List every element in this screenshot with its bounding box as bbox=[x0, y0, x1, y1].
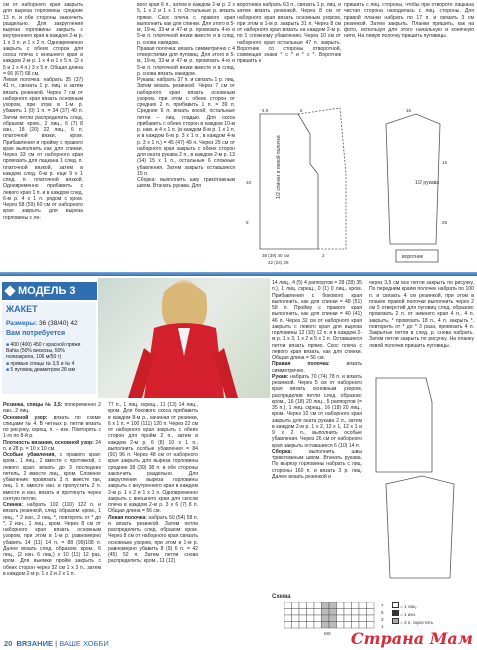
dim-5: 22 (24) 26 bbox=[268, 260, 289, 265]
bottom-col3-para: Рукав: набрать 70 (74) 78 п. и вязать резинкой. Через 5 см от наборного края вязать основным узором, распределив петли след. образом: кром., 16 (18) 20 лиц., 5 раппортов (= 35 п.), 1 лиц. скрещ., 16 (18) 20 лиц., кром. Через 10 см от наборного края закрыть для оката рукава 2 п., затем в каждом 2-м р. 1 х 2, 12 х 1, 12 х 1 и 9 х 2 п., выполнить особые убавления. Через 26 см от наборного края закрыть оставшиеся 6 (10) 14 п. bbox=[272, 373, 362, 449]
bottom-col4-para: через 3,5 см все петли закрыть по рисунку. По передним краям полочек набрать по 100 п. и связать 4 см резинкой, при этом в планке правой полочки выполнить через 2 см 5 отверстий для пуговиц след. образом: провязать 2 п. от нижнего края 4 п., 4 п. закрыть, * провязать 18 п., 4 п. закрыть *, повторить от * до * 3 раза, провязать 4 п. Закрытые петли в след. р. снова набрать. Затем петли закрыть по рисунку. На планку левой полочки пришить пуговицы. bbox=[369, 280, 474, 349]
top-col1-para-2: Левая полочка: набрать 35 (37) 41 п., связать 1 р. лиц. и затем вязать резинкой. Через 7 см от наборного края вязать основным узором, при этом в 1-м р. убавить 1 (0) 1 п. = 34 (37) 40 п. Затем петли распределить след. образом: кром., 2 лиц., 6 (7) 8 изн., 18 (20) 22 лиц., 6 п. платочной вязки, кром. Прибавления и пройму с правого края выполнить как для спинки. Через 33 см от наборного края провязать для лацкана 1 след. п. платочной вязкой, затем в каждом след. 6-м р. еще 9 х 1 след. п. платочной вязкой. Одновременно прибавить с левого края 1 п. и в каждом след. 6-м р. 4 х 1 п. рядом с кром. Через 58 (59) 60 см от наборного края закрыть для выреза горловины с ле- bbox=[3, 77, 83, 221]
top-col3-para-1: воротника набрать 63 п., связать 1 р. лиц. и затем вязать резинкой. Через 8 см от наборного края вязать основным узором, при этом в 1-м р. закрыть 31 п. Через 8 см от наборного края вязать на каждом 2-м р. по 1 сложному убавлению. Через 10 см от наборного края остальные 47 п. закрыть. Воротник со стороны отворотной, совмещая знаки * с * и * с *. Воротник пришить к bbox=[237, 2, 341, 65]
materials-list bbox=[6, 342, 94, 373]
chart-row-number: 3 bbox=[381, 617, 384, 622]
top-col2-para-1: вого края 6 п., затем в каждом 2-м р. 2 х 5, 1 х 2 и 1 х 1 п. Остальные р. вязать прямо. Скос плеча с правого края выполнить как для спинки. Для этого в 5-м, 19-м, 33-м и 47-м р. провязать 4-ю и 5-ю п. платочной вязки вместе и в след. р. снова накидом. bbox=[137, 2, 235, 46]
bottom-col2-para: Левая полочка: набрать 50 (54) 58 п. и вязать резинкой. Затем петли распределить след. образом: кром. Через 8 см от наборного края связать основным узором, при этом в 1-м р. равномерно убавить 8 (9) 6 п. = 42 (45) 52 п. Затем петли снова распределить: кром., 11 (12) bbox=[108, 514, 198, 565]
bottom-column-3 bbox=[272, 280, 362, 592]
top-col4-para-1: пришить с лиц. стороны, чтобы при отвороте лацкана чистая сторона находилась с лиц. стороны. Для правой планки набрать по 17 п. и связать 3 см резинкой. Затем закрыть. Планки пришить, как на фото, используя для этого начальную и конечную нити. На левую полочку пришить пуговицы. bbox=[344, 2, 474, 40]
chart-row-number: 5 bbox=[381, 610, 384, 615]
dim-6: 33 bbox=[246, 180, 252, 185]
chart-cell bbox=[337, 602, 345, 609]
chart-legend bbox=[392, 602, 433, 626]
bottom-col1-para: Резинка, спицы № 3,5: попеременно 2 изн., 2 лиц. bbox=[3, 402, 101, 415]
model-info-panel bbox=[2, 302, 96, 394]
dim-1: 4,5 bbox=[262, 108, 269, 113]
back-label: 1/2 спинки и левой полочки bbox=[276, 135, 282, 199]
bottom-column-4 bbox=[369, 280, 474, 370]
bottom-col2-para: 77 п., 1 лиц. скрещ., 11 (13) 14 лиц., кром. Для бокового скоса прибавить в каждом 8-м р., начиная от резинки, 6 х 1 п. = 100 (111) 120 п. Через 22 см от наборного края закрыть с обеих сторон для пройм 2 п., затем в каждом 2-м р. 6 (8) 10 х 1 п., выполнить особые убавления = 84 (91) 96 п. Через 48 см от наборного края закрыть для выреза горловины средние 38 (39) 38 п. и обе стороны закончить раздельно. Для закругления выреза горловины закрыть с внутреннего края в каждом 2-м р. 1 х 2 и 1 х 1 п. Одновременно закрыть с внешнего края для скосов плеча в каждом 2-м р. 3 х 6 (7) 8 п. Общая длина = 56 см. bbox=[108, 402, 198, 515]
top-col2-para-4: Сборка: выполнить шву трикотажным швом. Втачать рукава. Для bbox=[137, 177, 235, 190]
pattern-schematic-top bbox=[240, 104, 474, 270]
bottom-col1-para: Спинка: набрать 102 (110) 122 п. и вязать резинкой, след. образом: кром., 1 лиц., * 2 изн., 2 лиц. *, повторять от * до *, 2 изн., 1 лиц., кром. Через 8 см от наборного края вязать основным узором, при этом в 1-м р. равномерно убавить 14 (11) 14 п. = 88 (99)108 п. Далее вязать след. образом: кром., 6 лиц., (2 изн. 6 лиц.) х 10 (11) 12 раз, кром. Для выемки пройм закрыть с обеих сторон через 32 см 1 х 3 п., затем в каждом 2-м р. 1 х 2 и 2 х 1 п. bbox=[3, 502, 101, 577]
bottom-column-1 bbox=[3, 402, 101, 636]
chart-row-number: 7 bbox=[381, 603, 384, 608]
footer-separator: | bbox=[55, 639, 58, 648]
chart-cell bbox=[299, 609, 307, 616]
bottom-col1-para: Основной узор: вязать по схеме спицами № 4. В четных р. петли вязать по рисунку, скрещ. п. – изн. Повторять с 1-го по 8-й р. bbox=[3, 414, 101, 440]
chart-cell bbox=[314, 615, 322, 622]
bottom-column-2 bbox=[108, 402, 198, 636]
bottom-col3-para: Правая полочка: вязать симметрично. bbox=[272, 361, 362, 374]
chart-cell bbox=[314, 609, 322, 616]
chart-cell bbox=[314, 602, 322, 609]
dim-3: 38 (39) 40 см bbox=[262, 253, 290, 258]
dim-9: 15 bbox=[442, 160, 448, 165]
chart-cell bbox=[329, 602, 337, 609]
material-item: ■ 400 (400) 450 г красной пряжи Bahia (50% вискозы, 50% полиакрила, 106 м/50 г) bbox=[6, 342, 81, 361]
magazine-tagline: ВАШЕ ХОББИ bbox=[59, 639, 109, 648]
chart-cell bbox=[284, 609, 292, 616]
legend-item: = 1 изн. bbox=[392, 610, 433, 618]
dim-4: 2 bbox=[322, 253, 325, 258]
chart-cell bbox=[367, 609, 375, 616]
chart-cell bbox=[359, 622, 367, 629]
legend-item: = 2 п. скрестить bbox=[392, 618, 433, 626]
chart-cell bbox=[352, 622, 360, 629]
top-column-3 bbox=[237, 2, 341, 102]
chart-cell bbox=[329, 622, 337, 629]
chart-cell bbox=[352, 602, 360, 609]
chart-cell bbox=[352, 609, 360, 616]
chart-cell bbox=[367, 615, 375, 622]
top-column-4 bbox=[344, 2, 474, 102]
dim-2: 6 bbox=[300, 108, 303, 113]
model-photo bbox=[98, 278, 270, 398]
chart-cell bbox=[284, 602, 292, 609]
pattern-schematic-bottom bbox=[366, 372, 476, 584]
back-outline bbox=[260, 114, 318, 249]
chart-cell bbox=[292, 609, 300, 616]
top-column-2 bbox=[137, 2, 235, 270]
front-outline bbox=[298, 108, 346, 249]
collar-label: воротник bbox=[402, 254, 423, 260]
chart-cell bbox=[344, 609, 352, 616]
chart-cell bbox=[322, 602, 330, 609]
chart-cell bbox=[284, 615, 292, 622]
sleeve-label: 1/2 рукава bbox=[415, 180, 440, 186]
dim-8: 16 bbox=[406, 108, 412, 113]
sleeve-outline-bottom bbox=[386, 476, 454, 578]
chart-cell bbox=[337, 615, 345, 622]
chart-cell bbox=[307, 602, 315, 609]
chart-cell bbox=[344, 615, 352, 622]
chart-cell bbox=[299, 615, 307, 622]
chart-cell bbox=[337, 622, 345, 629]
section-divider bbox=[0, 272, 477, 276]
page-number: 20 bbox=[4, 639, 13, 648]
sizes-label: Размеры: bbox=[6, 320, 38, 327]
stitch-chart-grid bbox=[284, 602, 374, 628]
chart-cell bbox=[284, 622, 292, 629]
dim-10: 25 bbox=[442, 220, 448, 225]
top-col2-para-2: Правая полочка: вязать симметрично с 4 отверстиями для пуговиц. Для этого в 5-м, 19-м, 33-м и 47-м р. провязать 4-ю и 5-ю п. платочной вязки вместе и в след. р. снова вязать накидом. bbox=[137, 45, 235, 77]
chart-cell bbox=[329, 615, 337, 622]
chart-cell bbox=[307, 615, 315, 622]
top-col2-para-3: Рукава: набрать 37 п. и связать 1 р. лиц. Затем вязать резинкой. Через 7 см от наборного края вязать основным узором, при этом с обеих сторон от средних 2 п. прибавить 1 п. = 39 п. Средние 6 п. вязать косой, остальные петли – лиц. гладью. Для скоса прибавить с обеих сторон в каждом 10-м р. нам. и 4 х 1 п. (в каждом 8-м р. 1 х 1 п. и в каждом 6-м р. 3 х 1 п., в каждом 4-м р. 3 х 1 п.) = 45 (47) 49 п. Через 29 см от наборного края закрыть с обеих сторон для оката рукава 2 п., в каждом 2-м р. 13 (14) 15 х 1 п., остальные 6 сложные убавления. Затем закрыть оставшиеся 15 п. bbox=[137, 77, 235, 177]
chart-row-numbers bbox=[381, 602, 384, 630]
material-item: ■ прямые спицы № 3,5 и № 4 bbox=[6, 360, 75, 367]
chart-cell bbox=[322, 609, 330, 616]
chart-cell bbox=[292, 622, 300, 629]
chart-cell bbox=[344, 602, 352, 609]
sizes-line bbox=[6, 320, 78, 327]
garment-name: ЖАКЕТ bbox=[6, 304, 38, 314]
model-photo-illustration bbox=[98, 278, 270, 398]
chart-cell bbox=[367, 602, 375, 609]
site-watermark: Страна Мам bbox=[350, 629, 473, 648]
bottom-col1-para: Особые убавления, с правого края: кром., 1 лиц., 2 вместе с протяжкой, с левого края: вязать до 3 последних петель, 2 вместе лиц., кром. Сложное убавление: провязать 3 п. вместе так, лиц. 1 п. вместе изн. и пропустить 2 п. вместе и изн. вязать и протянуть через снятую петлю. bbox=[3, 452, 101, 502]
bottom-col3-para: Сборка: выполнить швы трикотажным швом. Втачать рукава. По вырезу горловины набрать с лиц. стороны 160 п. и вязать 3 р. лиц. Далее вязать резинкой и bbox=[272, 448, 362, 480]
chart-cell bbox=[292, 615, 300, 622]
magazine-name: ВЯЗАНИЕ bbox=[16, 639, 53, 648]
materials-title: Вам потребуется bbox=[6, 330, 66, 337]
sleeve-outline bbox=[386, 114, 440, 244]
chart-row-number: 1 bbox=[381, 624, 384, 629]
chart-cell bbox=[329, 609, 337, 616]
chart-cell bbox=[292, 602, 300, 609]
chart-cell bbox=[352, 615, 360, 622]
chart-cell bbox=[337, 609, 345, 616]
chart-cell bbox=[307, 609, 315, 616]
chart-cell bbox=[322, 622, 330, 629]
bottom-col1-para: Плотность вязания, основной узор: 24 п. и 28 р. = 10 х 10 см. bbox=[3, 439, 101, 452]
legend-item: = 1 лиц. bbox=[392, 602, 433, 610]
chart-cell bbox=[359, 615, 367, 622]
chart-cell bbox=[314, 622, 322, 629]
chart-cell bbox=[359, 609, 367, 616]
model-title-band: МОДЕЛЬ 3 bbox=[2, 282, 97, 300]
chart-cell bbox=[367, 622, 375, 629]
chart-title: Схема bbox=[272, 594, 291, 600]
dim-7: 9 bbox=[246, 220, 249, 225]
sizes-value: 36 (38/40) 42 bbox=[38, 320, 78, 327]
chart-cell bbox=[299, 622, 307, 629]
body-outline bbox=[376, 378, 432, 472]
chart-cell bbox=[322, 615, 330, 622]
top-column-1 bbox=[3, 2, 83, 270]
bottom-col3-para: 14 лиц., 4 (5) 4 раппортов = 28 (28) 35 п.), 1 лиц. скрещ., 0 (1) 0 лиц., кром. Прибавления с бокового края выполнить, как для спинки = 48 (51) 58 п. Пройму с правого края выполнить, как для спинки = 40 (41) 46 п. Через 32 см от наборного края закрыть с левого края для выреза горловины 12 (10) 12 п. и в каждом 2-м р. 1 х 3, 1 х 2 и 5 х 1 п. Оставшиеся петли вязать прямо. Скос плеча с левого края вязать, как для спинки. Общая длина = 56 см. bbox=[272, 280, 362, 361]
chart-cell bbox=[299, 602, 307, 609]
chart-ms-label: МS bbox=[324, 631, 331, 636]
material-item: ■ 5 пуговиц диаметром 28 мм bbox=[6, 366, 76, 373]
chart-cell bbox=[344, 622, 352, 629]
chart-cell bbox=[307, 622, 315, 629]
chart-cell bbox=[359, 602, 367, 609]
top-col1-para-1: см от наборного края закрыть для выреза горловины средние 13 п. и обе стороны закончить раздельно. Для закругления выреза горловины закрыть с внутреннего края в каждом 2-м р. 1 х 3 п. и 1 х 2 п. Одновременно закрыть с обеих сторон для скоса плеча с внешнего края в каждом 2-м р. 1 х 4 и 1 х 5 п. (2 х 5 и 1 х 4 п.) 3 х 5 п. Общая длина = 66 (67) 68 см. bbox=[3, 2, 83, 77]
